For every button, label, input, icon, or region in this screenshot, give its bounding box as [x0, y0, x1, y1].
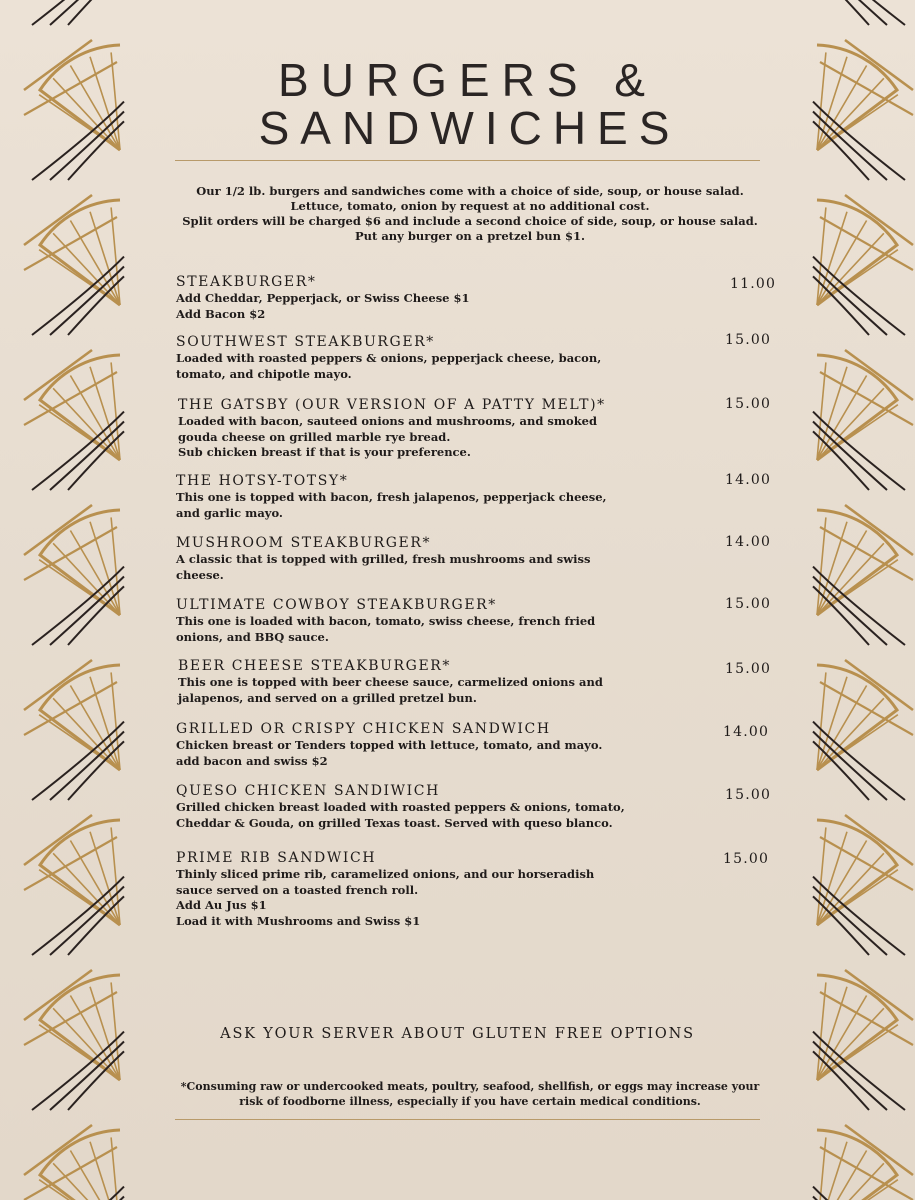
- left-decorative-border: [22, 0, 127, 1200]
- item-price: 14.00: [723, 724, 770, 740]
- intro-line: Put any burger on a pretzel bun $1.: [355, 229, 585, 243]
- item-description: gouda cheese on grilled marble rye bread.: [178, 429, 451, 444]
- item-description: Load it with Mushrooms and Swiss $1: [176, 913, 421, 928]
- footer-divider: [175, 1119, 760, 1120]
- menu-item-prime-rib: [176, 849, 796, 929]
- item-description: Add Au Jus $1: [176, 898, 267, 912]
- item-description: Chicken breast or Tenders topped with lettuce, tomato, and mayo.: [176, 738, 603, 752]
- title-divider: [175, 160, 760, 161]
- item-name: SOUTHWEST STEAKBURGER*: [176, 334, 435, 350]
- item-price: 15.00: [725, 661, 772, 677]
- item-price: 14.00: [725, 472, 772, 488]
- item-description: Loaded with bacon, sauteed onions and mushrooms, and smoked: [178, 414, 598, 428]
- item-price: 15.00: [725, 787, 772, 803]
- item-name: THE HOTSY-TOTSY*: [176, 473, 349, 489]
- food-safety-disclaimer: [120, 1079, 820, 1109]
- item-name: QUESO CHICKEN SANDIWICH: [176, 783, 440, 799]
- item-price: 15.00: [723, 851, 770, 867]
- item-description: This one is loaded with bacon, tomato, swiss cheese, french fried: [176, 614, 596, 628]
- item-description: sauce served on a toasted french roll.: [176, 882, 419, 897]
- item-description: and garlic mayo.: [176, 505, 283, 520]
- item-description: Grilled chicken breast loaded with roasted peppers & onions, tomato,: [176, 800, 625, 814]
- intro-line: Split orders will be charged $6 and include a second choice of side, soup, or house salad.: [182, 214, 758, 228]
- item-description: jalapenos, and served on a grilled pretzel bun.: [178, 690, 477, 705]
- item-price: 11.00: [730, 276, 777, 292]
- menu-item-hotsy-totsy: [176, 472, 796, 521]
- item-name: PRIME RIB SANDWICH: [176, 850, 377, 866]
- right-decorative-border: [810, 0, 915, 1200]
- disclaimer-line: risk of foodborne illness, especially if you have certain medical conditions.: [239, 1095, 701, 1108]
- item-name: THE GATSBY (OUR VERSION OF A PATTY MELT)*: [178, 397, 606, 413]
- item-description: Sub chicken breast if that is your preference.: [178, 445, 471, 459]
- item-description: add bacon and swiss $2: [176, 753, 328, 768]
- item-description: Add Bacon $2: [176, 306, 266, 321]
- disclaimer-line: *Consuming raw or undercooked meats, poultry, seafood, shellfish, or eggs may increase your: [180, 1080, 760, 1093]
- intro-line: Lettuce, tomato, onion by request at no additional cost.: [290, 199, 650, 213]
- menu-item-ultimate-cowboy: [176, 596, 796, 645]
- item-name: GRILLED OR CRISPY CHICKEN SANDWICH: [176, 721, 551, 737]
- item-name: BEER CHEESE STEAKBURGER*: [178, 658, 452, 674]
- item-description: A classic that is topped with grilled, fresh mushrooms and swiss: [176, 552, 591, 566]
- menu-item-steakburger: [176, 273, 796, 322]
- item-description: Loaded with roasted peppers & onions, pepperjack cheese, bacon,: [176, 351, 602, 365]
- intro-line: Our 1/2 lb. burgers and sandwiches come with a choice of side, soup, or house salad.: [196, 184, 744, 198]
- item-description: Thinly sliced prime rib, caramelized onions, and our horseradish: [176, 867, 595, 881]
- item-description: This one is topped with bacon, fresh jalapenos, pepperjack cheese,: [176, 490, 607, 504]
- item-description: onions, and BBQ sauce.: [176, 629, 329, 644]
- item-description: tomato, and chipotle mayo.: [176, 366, 352, 381]
- item-name: ULTIMATE COWBOY STEAKBURGER*: [176, 597, 497, 613]
- item-description: Cheddar & Gouda, on grilled Texas toast. Served with queso blanco.: [176, 815, 613, 830]
- item-price: 14.00: [725, 534, 772, 550]
- item-name: STEAKBURGER*: [176, 274, 317, 290]
- item-price: 15.00: [725, 596, 772, 612]
- page-title-line-2: SANDWICHES: [258, 102, 681, 154]
- item-price: 15.00: [725, 332, 772, 348]
- item-description: cheese.: [176, 567, 224, 582]
- item-name: MUSHROOM STEAKBURGER*: [176, 535, 432, 551]
- item-description: This one is topped with beer cheese sauce, carmelized onions and: [178, 675, 603, 689]
- menu-item-southwest-steakburger: [176, 333, 796, 382]
- intro-text: [120, 184, 820, 244]
- item-price: 15.00: [725, 396, 772, 412]
- menu-item-chicken-sandwich: [176, 720, 796, 769]
- menu-item-beer-cheese-steakburger: [178, 657, 798, 706]
- gluten-free-note: ASK YOUR SERVER ABOUT GLUTEN FREE OPTIONS: [220, 1026, 695, 1042]
- menu-item-queso-chicken: [176, 782, 796, 831]
- page-title-line-1: BURGERS &: [278, 54, 657, 106]
- item-description: Add Cheddar, Pepperjack, or Swiss Cheese $1: [176, 291, 470, 305]
- menu-item-mushroom-steakburger: [176, 534, 796, 583]
- menu-item-the-gatsby: [178, 396, 798, 461]
